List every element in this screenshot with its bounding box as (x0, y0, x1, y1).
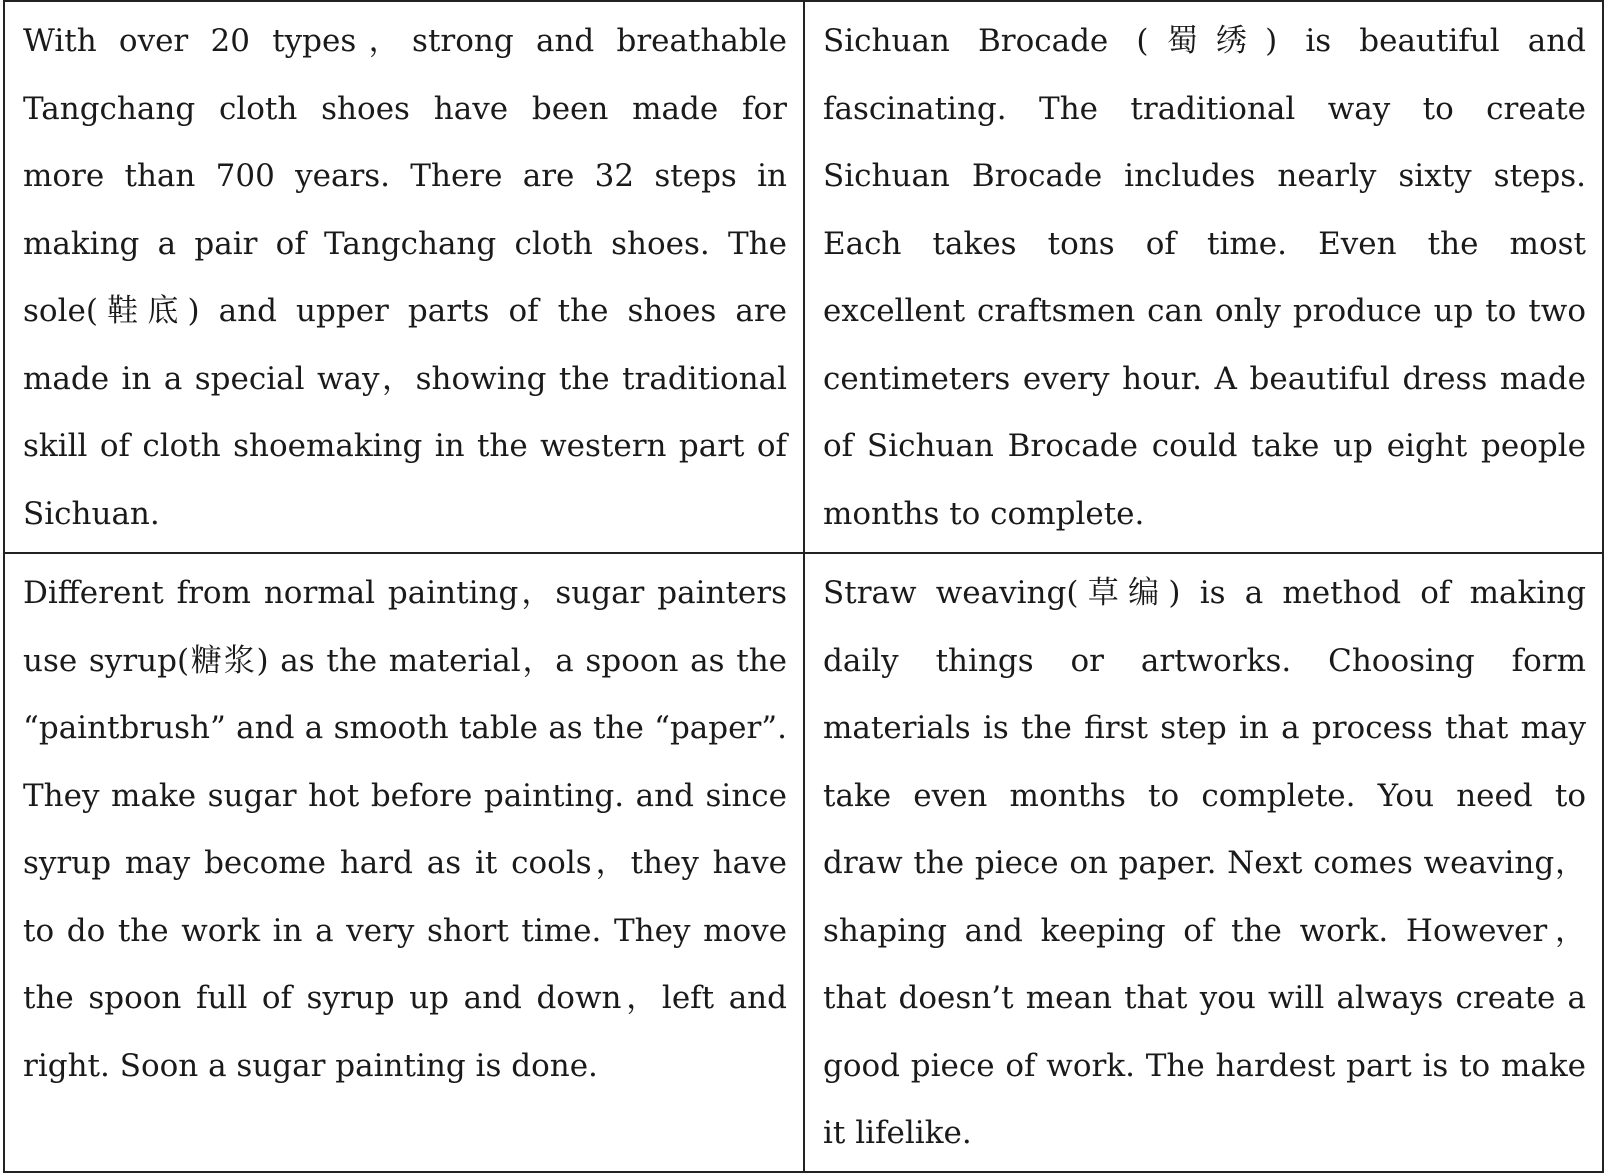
passage-straw-weaving: Straw weaving(草编) is a method of making daily things or artworks. Choosing form materials is the first step in a process that may take even months to complete. You need to draw the piece on paper. Next comes weaving，shaping and keeping of the work. However，that doesn’t mean that you will always create a good piece of work. The hardest part is to make it lifelike. (823, 575, 1586, 1151)
cell-sichuan-brocade (805, 2, 1602, 554)
passage-sichuan-brocade: Sichuan Brocade (蜀绣) is beautiful and fascinating. The traditional way to create Sichuan Brocade includes nearly sixty steps. Each takes tons of time. Even the most excellent craftsmen can only produce up to two centimeters every hour. A beautiful dress made of Sichuan Brocade could take up eight people months to complete. (823, 23, 1586, 532)
passage-tangchang-shoes: With over 20 types，strong and breathable Tangchang cloth shoes have been made for more than 700 years. There are 32 steps in making a pair of Tangchang cloth shoes. The sole(鞋底) and upper parts of the shoes are made in a special way，showing the traditional skill of cloth shoemaking in the western part of Sichuan. (23, 23, 787, 532)
passage-sugar-painting: Different from normal painting，sugar painters use syrup(糖浆) as the material，a spoon as the “paintbrush” and a smooth table as the “paper”. They make sugar hot before painting. and since syrup may become hard as it cools，they have to do the work in a very short time. They move the spoon full of syrup up and down，left and right. Soon a sugar painting is done. (23, 575, 787, 1084)
cell-straw-weaving (805, 554, 1602, 1171)
passage-table (3, 0, 1604, 1173)
cell-tangchang-shoes (5, 2, 805, 554)
cell-sugar-painting (5, 554, 805, 1171)
